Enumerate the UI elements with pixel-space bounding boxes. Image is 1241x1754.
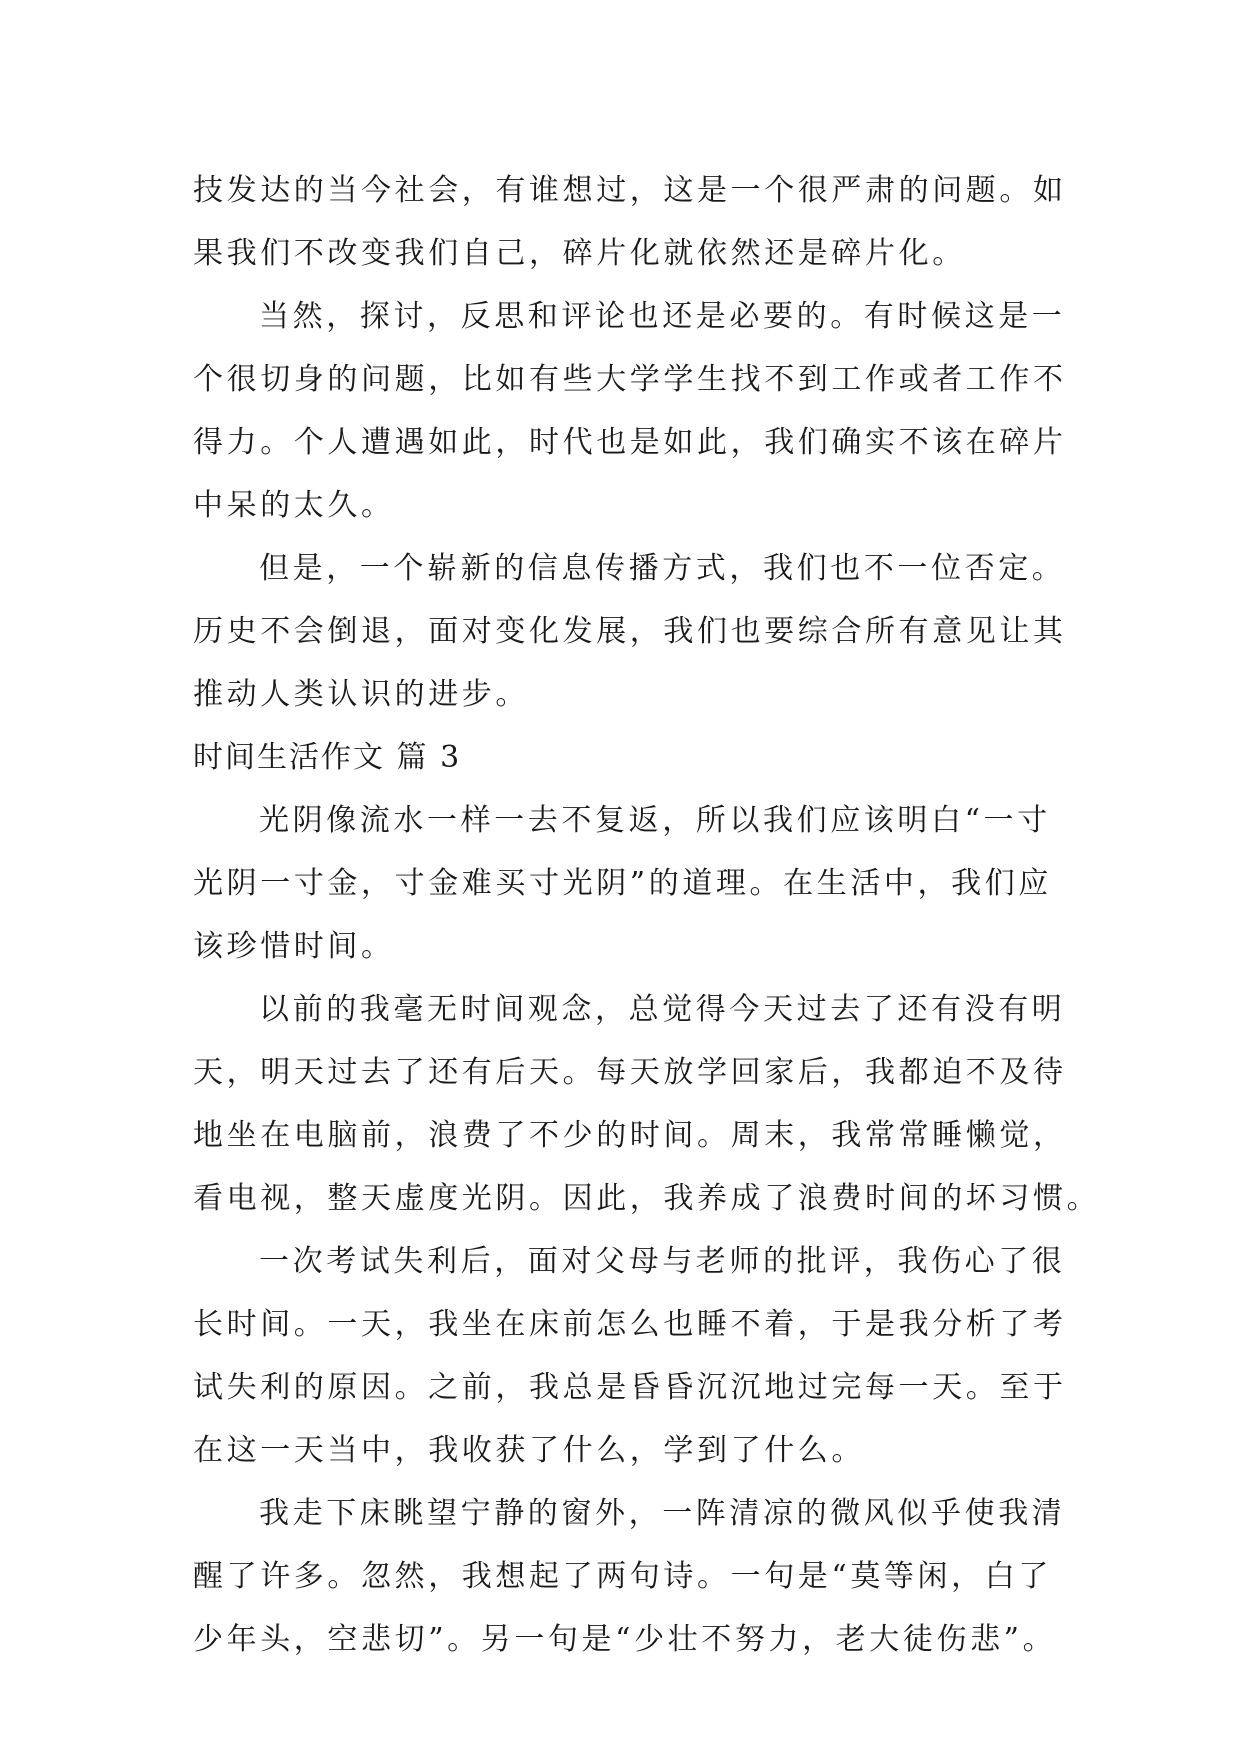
document-body xyxy=(193,159,1101,1671)
paragraph xyxy=(193,1482,1083,1671)
text-line: 得力。个人遭遇如此，时代也是如此，我们确实不该在碎片 xyxy=(193,425,1067,460)
text-line: 个很切身的问题，比如有些大学学生找不到工作或者工作不 xyxy=(193,362,1067,397)
text-line: 地坐在电脑前，浪费了不少的时间。周末，我常常睡懒觉， xyxy=(193,1118,1067,1153)
text-line: 在这一天当中，我收获了什么，学到了什么。 xyxy=(193,1433,865,1468)
text-line: 天，明天过去了还有后天。每天放学回家后，我都迫不及待 xyxy=(193,1055,1067,1090)
paragraph xyxy=(193,285,1083,537)
text-line: 醒了许多。忽然，我想起了两句诗。一句是“莫等闲，白了 xyxy=(193,1559,1052,1594)
section-heading xyxy=(193,726,1083,789)
text-line: 看电视，整天虚度光阴。因此，我养成了浪费时间的坏习惯。 xyxy=(193,1181,1101,1216)
text-line: 以前的我毫无时间观念，总觉得今天过去了还有没有明 xyxy=(259,992,1066,1027)
text-line: 光阴像流水一样一去不复返，所以我们应该明白“一寸 xyxy=(259,803,1051,838)
text-line: 推动人类认识的进步。 xyxy=(193,677,529,712)
text-line: 但是，一个崭新的信息传播方式，我们也不一位否定。 xyxy=(259,551,1066,586)
text-line: 果我们不改变我们自己，碎片化就依然还是碎片化。 xyxy=(193,236,966,271)
text-line: 当然，探讨，反思和评论也还是必要的。有时候这是一 xyxy=(259,299,1066,334)
text-line: 少年头，空悲切”。另一句是“少壮不努力，老大徒伤悲”。 xyxy=(193,1622,1057,1657)
heading-text: 时间生活作文 篇 3 xyxy=(193,740,462,775)
paragraph xyxy=(193,789,1083,978)
text-line: 技发达的当今社会，有谁想过，这是一个很严肃的问题。如 xyxy=(193,173,1067,208)
text-line: 试失利的原因。之前，我总是昏昏沉沉地过完每一天。至于 xyxy=(193,1370,1067,1405)
paragraph xyxy=(193,159,1083,285)
text-line: 该珍惜时间。 xyxy=(193,929,395,964)
text-line: 光阴一寸金，寸金难买寸光阴”的道理。在生活中，我们应 xyxy=(193,866,1052,901)
text-line: 一次考试失利后，面对父母与老师的批评，我伤心了很 xyxy=(259,1244,1066,1279)
text-line: 历史不会倒退，面对变化发展，我们也要综合所有意见让其 xyxy=(193,614,1067,649)
paragraph xyxy=(193,978,1101,1230)
text-line: 我走下床眺望宁静的窗外，一阵清凉的微风似乎使我清 xyxy=(259,1496,1066,1531)
text-line: 中呆的太久。 xyxy=(193,488,395,523)
text-line: 长时间。一天，我坐在床前怎么也睡不着，于是我分析了考 xyxy=(193,1307,1067,1342)
paragraph xyxy=(193,537,1083,726)
paragraph xyxy=(193,1230,1083,1482)
